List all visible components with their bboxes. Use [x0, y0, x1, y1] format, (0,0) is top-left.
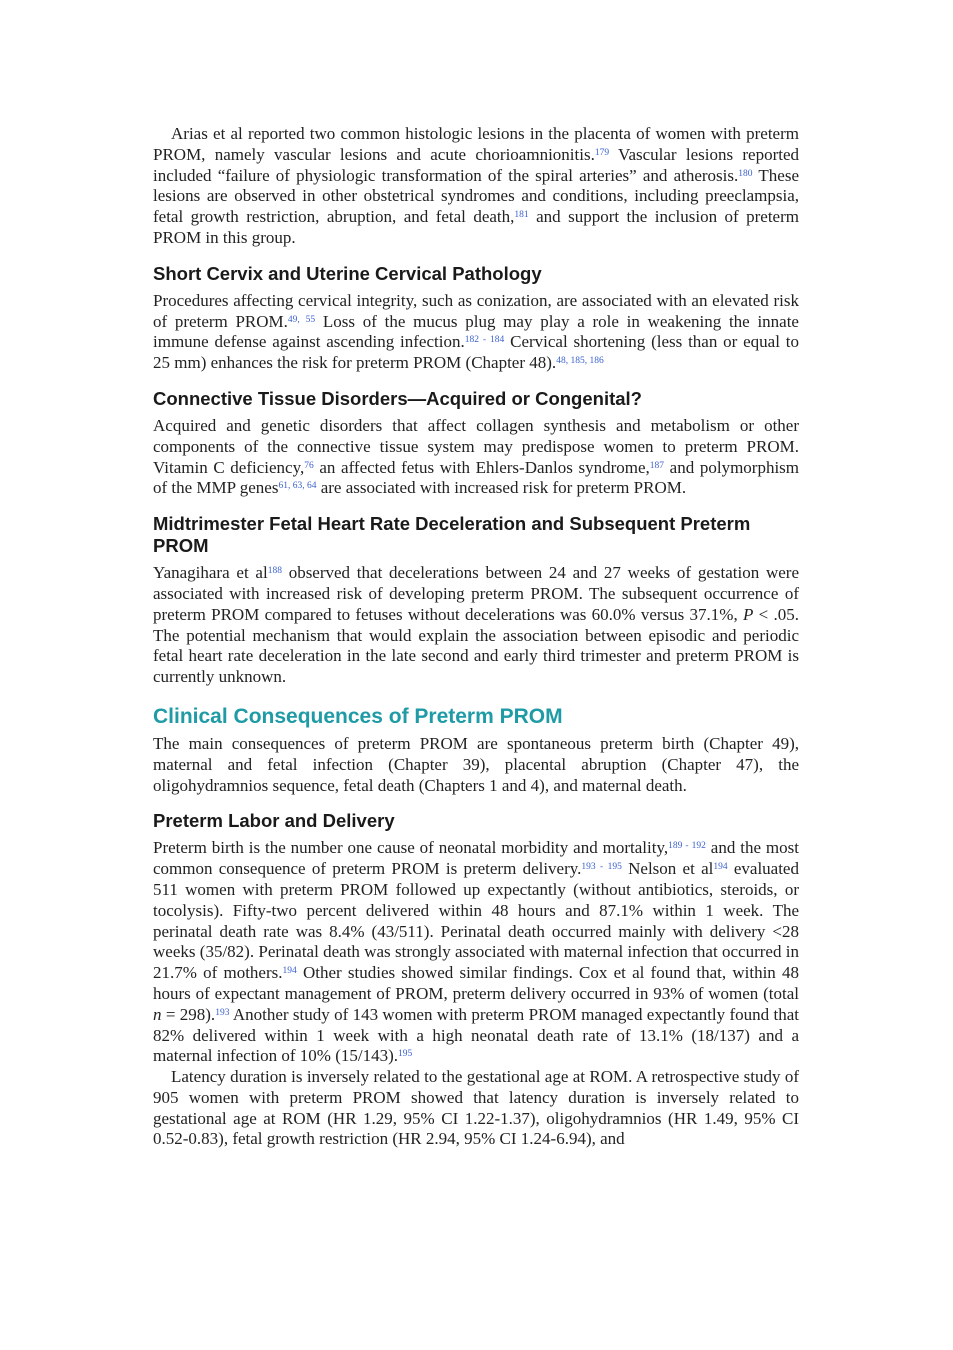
- section-heading-midtrimester: Midtrimester Fetal Heart Rate Deceleration and Subsequent Preterm PROM: [153, 513, 751, 557]
- citation-link[interactable]: 193: [215, 1007, 230, 1018]
- paragraph-clinical-consequences: The main consequences of preterm PROM are spontaneous preterm birth (Chapter 49), maternal and fetal infection (Chapter 39), placental abruption (Chapter 47), the oligohydramnios sequence, fetal death (Chapters 1 and 4), and maternal death.: [153, 733, 799, 795]
- citation-link[interactable]: 194: [713, 862, 728, 873]
- citation-link[interactable]: 187: [649, 460, 665, 471]
- citation-link[interactable]: 188: [267, 566, 282, 577]
- citation-link[interactable]: 193 - 195: [581, 862, 622, 873]
- chapter-heading-clinical-consequences: Clinical Consequences of Preterm PROM: [153, 704, 563, 728]
- paragraph-cervical-pathology: [153, 291, 799, 374]
- text: Other studies showed similar findings. Cox et al found that, within 48 hours of expectant management of PROM, preterm delivery occurred in 93% of women (total: [153, 963, 800, 1003]
- citation-link[interactable]: 180: [738, 168, 753, 179]
- citation-link[interactable]: 181: [514, 210, 529, 221]
- section-heading-short-cervix: Short Cervix and Uterine Cervical Pathology: [153, 262, 542, 284]
- section-heading-connective-tissue: Connective Tissue Disorders—Acquired or Congenital?: [153, 387, 642, 409]
- text: Acquired and genetic disorders that affect collagen synthesis and metabolism or other components of the connective tissue system may predispose women to preterm PROM. Vitamin C deficiency,: [153, 415, 799, 477]
- citation-link[interactable]: 189 - 192: [668, 841, 706, 852]
- text: < .05. The potential mechanism that would explain the association between episodic and periodic fetal heart rate deceleration in the late second and early third trimester and preterm PROM is currently unknown.: [153, 604, 799, 687]
- text: an affected fetus with Ehlers-Danlos syndrome,: [313, 457, 650, 477]
- citation-link[interactable]: 194: [282, 966, 297, 977]
- text: = 298).: [161, 1004, 216, 1024]
- text: are associated with increased risk for preterm PROM.: [316, 478, 687, 498]
- citation-link[interactable]: 182 - 184: [464, 335, 505, 346]
- italic-n: n: [153, 1004, 162, 1024]
- text: Nelson et al: [621, 859, 714, 879]
- text: Procedures affecting cervical integrity, such as conization, are associated with an elevated risk of preterm PROM.: [153, 290, 799, 331]
- text: Loss of the mucus plug may play a role in weakening the innate immune defense against ascending infection.: [153, 311, 799, 352]
- text: Vascular lesions reported included “failure of physiologic transformation of the spiral arteries” and atherosis.: [153, 144, 799, 185]
- paragraph-midtrimester: [153, 563, 799, 688]
- citation-link[interactable]: 48, 185, 186: [556, 356, 604, 367]
- text: Yanagihara et al: [153, 563, 268, 583]
- text: Preterm birth is the number one cause of neonatal morbidity and mortality,: [153, 838, 669, 858]
- text: Cervical shortening (less than or equal to 25 mm) enhances the risk for preterm PROM (Chapter 48).: [153, 332, 799, 373]
- text: and support the inclusion of preterm PROM in this group.: [153, 207, 799, 247]
- section-heading-preterm-labor: Preterm Labor and Delivery: [153, 810, 395, 832]
- italic-p: P: [742, 604, 754, 624]
- citation-link[interactable]: 49, 55: [287, 314, 316, 325]
- text: Another study of 143 women with preterm PROM managed expectantly found that 82% delivered within 1 week with a high neonatal death rate of 13.1% (18/137) and a maternal infection of 10% (15/143).: [153, 1004, 799, 1066]
- citation-link[interactable]: 195: [398, 1049, 413, 1060]
- citation-link[interactable]: 76: [304, 460, 314, 471]
- citation-link[interactable]: 61, 63, 64: [278, 481, 317, 492]
- paragraph-histologic-lesions: [153, 124, 799, 249]
- text: Arias et al reported two common histologic lesions in the placenta of women with preterm PROM, namely vascular lesions and acute chorioamnionitis.: [153, 124, 799, 164]
- text: evaluated 511 women with preterm PROM followed up expectantly (without antibiotics, steroids, or tocolysis). Fifty-two percent delivered within 48 hours and 87.1% within 1 week. The perinatal death rate was 8.4% (43/511). Perinatal death occurred mainly with delivery <28 weeks (35/82). Perinatal death was strongly associated with maternal infection that occurred in 21.7% of mothers.: [153, 859, 799, 983]
- text: and polymorphism of the MMP genes: [153, 457, 800, 498]
- text: observed that decelerations between 24 and 27 weeks of gestation were associated with increased risk of developing preterm PROM. The subsequent occurrence of preterm PROM compared to fetuses without decelerations was 60.0% versus 37.1%,: [153, 563, 799, 624]
- text: and the most common consequence of preterm PROM is preterm delivery.: [153, 838, 799, 879]
- paragraph-connective-tissue: [153, 416, 799, 499]
- text: These lesions are observed in other obstetrical syndromes and conditions, including preeclampsia, fetal growth restriction, abruption, and fetal death,: [153, 165, 799, 227]
- citation-link[interactable]: 179: [594, 147, 610, 158]
- paragraph-latency-duration: Latency duration is inversely related to the gestational age at ROM. A retrospective study of 905 women with preterm PROM showed that latency duration is inversely related to gestational age at ROM (HR 1.29, 95% CI 1.22-1.37), oligohydramnios (HR 1.49, 95% CI 0.52-0.83), fetal growth restriction (HR 2.94, 95% CI 1.24-6.94), and: [153, 1067, 799, 1149]
- document-page: [153, 124, 799, 1150]
- paragraph-preterm-birth: [153, 838, 799, 1067]
